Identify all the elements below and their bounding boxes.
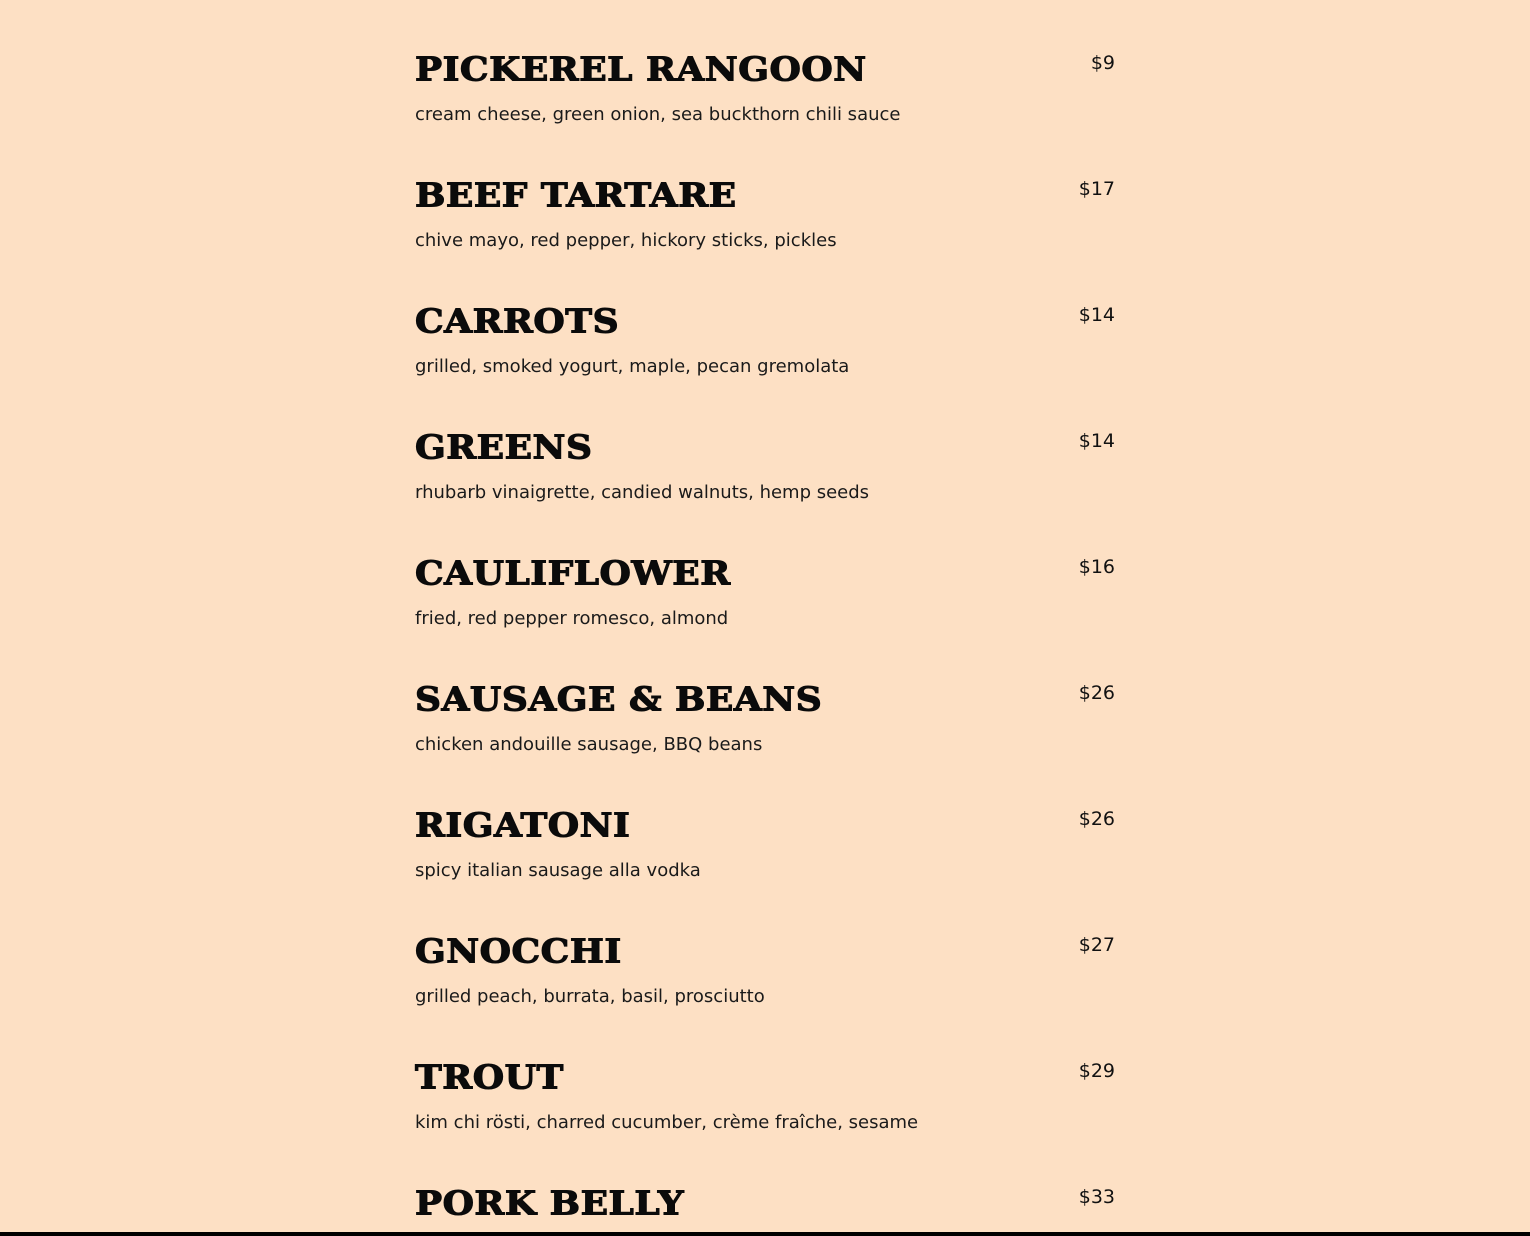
- item-description: rhubarb vinaigrette, candied walnuts, hemp seeds: [415, 482, 870, 503]
- menu-item-gnocchi: [415, 932, 1115, 1058]
- bottom-border: [0, 1232, 1530, 1236]
- item-name: SAUSAGE & BEANS: [415, 680, 823, 719]
- item-name: GREENS: [415, 428, 593, 467]
- item-description: fried, red pepper romesco, almond: [415, 608, 729, 629]
- item-name: PICKEREL RANGOON: [415, 50, 867, 89]
- item-name: GNOCCHI: [415, 932, 622, 971]
- menu-item-pickerel-rangoon: [415, 50, 1115, 176]
- menu-item-greens: [415, 428, 1115, 554]
- item-name: RIGATONI: [415, 806, 631, 845]
- item-name: TROUT: [415, 1058, 564, 1097]
- item-description: chicken andouille sausage, BBQ beans: [415, 734, 763, 755]
- item-name: BEEF TARTARE: [415, 176, 737, 215]
- item-description: kim chi rösti, charred cucumber, crème fraîche, sesame: [415, 1112, 919, 1133]
- item-description: spicy italian sausage alla vodka: [415, 860, 701, 881]
- item-name: CARROTS: [415, 302, 620, 341]
- menu-item-beef-tartare: [415, 176, 1115, 302]
- menu-item-cauliflower: [415, 554, 1115, 680]
- item-name: PORK BELLY: [415, 1184, 685, 1223]
- item-price: $26: [1078, 808, 1115, 830]
- item-description: grilled peach, burrata, basil, prosciutto: [415, 986, 765, 1007]
- item-description: grilled, smoked yogurt, maple, pecan gremolata: [415, 356, 850, 377]
- menu-list: [415, 50, 1115, 1236]
- item-description: chive mayo, red pepper, hickory sticks, pickles: [415, 230, 837, 251]
- item-price: $27: [1078, 934, 1115, 956]
- menu-item-rigatoni: [415, 806, 1115, 932]
- item-price: $14: [1078, 304, 1115, 326]
- item-price: $26: [1078, 682, 1115, 704]
- menu-item-pork-belly: [415, 1184, 1115, 1236]
- item-price: $33: [1078, 1186, 1115, 1208]
- item-name: CAULIFLOWER: [415, 554, 731, 593]
- item-price: $9: [1090, 52, 1115, 74]
- menu-item-trout: [415, 1058, 1115, 1184]
- item-description: cream cheese, green onion, sea buckthorn chili sauce: [415, 104, 901, 125]
- item-price: $17: [1078, 178, 1115, 200]
- item-price: $16: [1078, 556, 1115, 578]
- item-price: $14: [1078, 430, 1115, 452]
- menu-item-sausage-beans: [415, 680, 1115, 806]
- menu-item-carrots: [415, 302, 1115, 428]
- item-price: $29: [1078, 1060, 1115, 1082]
